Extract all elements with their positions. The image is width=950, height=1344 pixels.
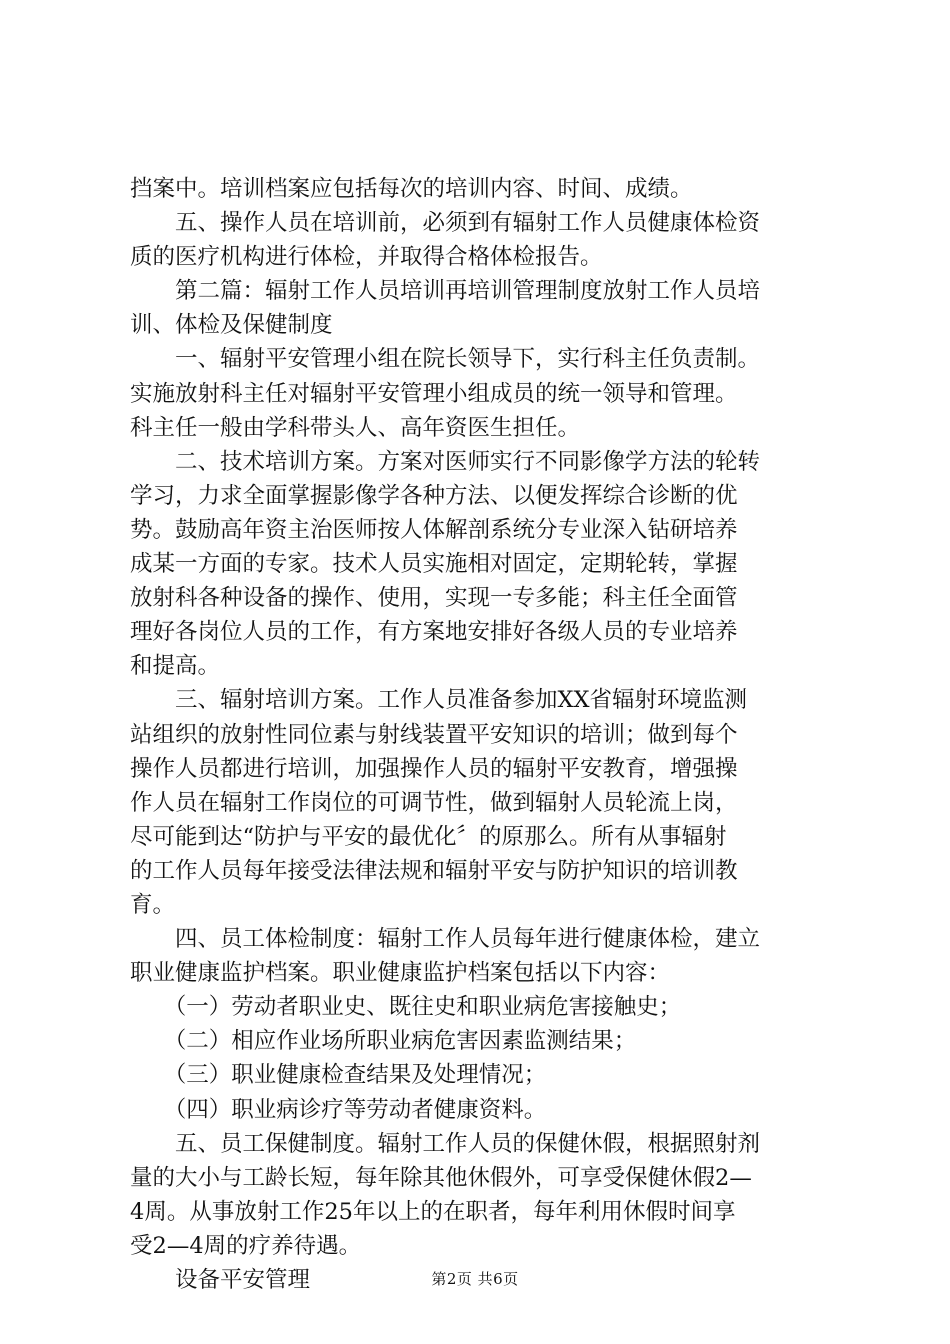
text-line: 放射科各种设备的操作、使用，实现一专多能；科主任全面管	[130, 585, 738, 612]
text-line: 实施放射科主任对辐射平安管理小组成员的统一领导和管理。	[130, 380, 738, 407]
document-body	[130, 172, 830, 1297]
text-line: 操作人员都进行培训，加强操作人员的辐射平安教育，增强操	[130, 755, 738, 782]
text-line: 五、员工保健制度。辐射工作人员的保健休假，根据照射剂	[175, 1130, 761, 1157]
text-line: 尽可能到达“防护与平安的最优化〞的原那么。所有从事辐射	[130, 823, 727, 850]
text-line: （三）职业健康检查结果及处理情况；	[163, 1062, 547, 1089]
text-line: 的工作人员每年接受法律法规和辐射平安与防护知识的培训教	[130, 857, 738, 884]
text-line: 势。鼓励高年资主治医师按人体解剖系统分专业深入钻研培养	[130, 516, 738, 543]
text-line: 职业健康监护档案。职业健康监护档案包括以下内容：	[130, 960, 671, 987]
text-line: 第二篇：辐射工作人员培训再培训管理制度放射工作人员培	[175, 278, 761, 305]
text-line: 量的大小与工龄长短，每年除其他休假外，可享受保健休假2—	[130, 1164, 752, 1191]
text-line: 质的医疗机构进行体检，并取得合格体检报告。	[130, 244, 603, 271]
text-line: 一、辐射平安管理小组在院长领导下，实行科主任负责制。	[175, 346, 761, 373]
page-footer: 第2页 共6页	[431, 1270, 519, 1288]
text-line: 四、员工体检制度：辐射工作人员每年进行健康体检，建立	[175, 926, 761, 953]
text-line: 三、辐射培训方案。工作人员准备参加XX省辐射环境监测	[175, 687, 748, 714]
text-line: （一）劳动者职业史、既往史和职业病危害接触史；	[163, 994, 682, 1021]
text-line: 训、体检及保健制度	[130, 312, 333, 339]
text-line: 理好各岗位人员的工作，有方案地安排好各级人员的专业培养	[130, 619, 738, 646]
text-line: 挡案中。培训档案应包括每次的培训内容、时间、成绩。	[130, 176, 693, 202]
text-line: 作人员在辐射工作岗位的可调节性，做到辐射人员轮流上岗，	[130, 789, 738, 816]
text-line: 受2—4周的疗养待遇。	[130, 1232, 362, 1259]
text-line: （四）职业病诊疗等劳动者健康资料。	[163, 1096, 547, 1123]
text-line: 育。	[130, 891, 176, 918]
text-line: （二）相应作业场所职业病危害因素监测结果；	[163, 1028, 637, 1055]
text-line: 学习，力求全面掌握影像学各种方法、以便发挥综合诊断的优	[130, 482, 738, 509]
text-line: 4周。从事放射工作25年以上的在职者，每年利用休假时间享	[130, 1198, 736, 1225]
text-line: 科主任一般由学科带头人、高年资医生担任。	[130, 414, 581, 441]
text-line: 站组织的放射性同位素与射线装置平安知识的培训；做到每个	[130, 721, 738, 748]
text-line: 成某一方面的专家。技术人员实施相对固定，定期轮转，掌握	[130, 551, 738, 578]
text-line: 和提高。	[130, 653, 221, 680]
text-line: 二、技术培训方案。方案对医师实行不同影像学方法的轮转	[175, 448, 761, 475]
text-line: 五、操作人员在培训前，必须到有辐射工作人员健康体检资	[175, 210, 761, 237]
text-line: 设备平安管理	[175, 1267, 311, 1293]
